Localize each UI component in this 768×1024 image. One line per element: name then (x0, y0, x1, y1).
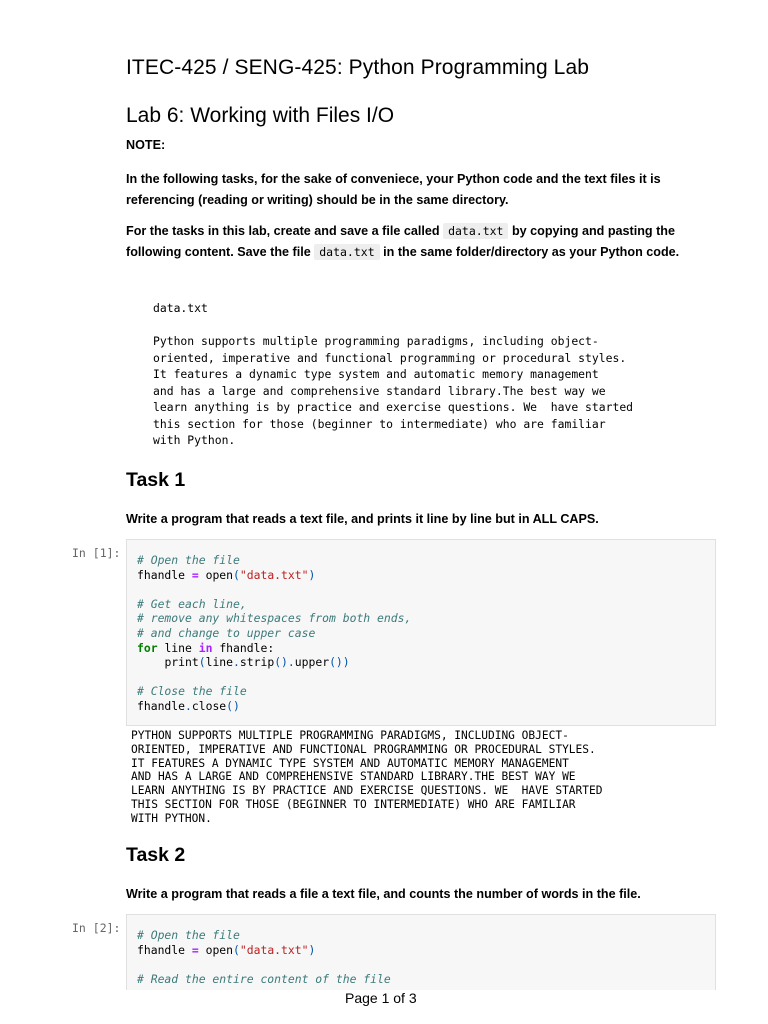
output-line: IT FEATURES A DYNAMIC TYPE SYSTEM AND AUTOMATIC MEMORY MANAGEMENT (131, 756, 569, 770)
instructions-part1: For the tasks in this lab, create and save a file called (126, 224, 440, 238)
code-punct: . (185, 698, 192, 713)
output-line: LEARN ANYTHING IS BY PRACTICE AND EXERCISE QUESTIONS. WE HAVE STARTED (131, 784, 603, 798)
code-token: open (205, 942, 234, 957)
code-comment: # Open the file (137, 928, 240, 942)
code-block (127, 553, 715, 714)
code-punct: ( (233, 567, 240, 582)
code-comment: # remove any whitespaces from both ends, (137, 611, 412, 626)
code-keyword: in (198, 640, 213, 655)
code-token: close (191, 698, 227, 713)
code-punct: () (226, 698, 240, 713)
output-line: PYTHON SUPPORTS MULTIPLE PROGRAMMING PARADIGMS, INCLUDING OBJECT- (131, 729, 569, 742)
output-line: WITH PYTHON. (131, 811, 212, 825)
output-line: ORIENTED, IMPERATIVE AND FUNCTIONAL PROGRAMMING OR PROCEDURAL STYLES. (131, 742, 596, 756)
code-punct: ()) (329, 655, 350, 670)
note-label: NOTE: (126, 138, 166, 152)
task1-heading: Task 1 (126, 469, 186, 491)
code-token: fhandle (137, 942, 186, 957)
code-punct: ( (233, 942, 240, 957)
code-operator: = (191, 567, 199, 582)
data-line: this section for those (beginner to intermediate) who are familiar (153, 416, 606, 431)
cell-prompt: In [1]: (72, 546, 121, 560)
code-comment: # Open the file (137, 553, 240, 567)
data-line: and has a large and comprehensive standard library.The best way we (153, 383, 606, 398)
code-token: fhandle (137, 567, 186, 582)
code-keyword: for (137, 640, 158, 655)
code-token: upper (294, 655, 330, 670)
task2-heading: Task 2 (126, 844, 186, 866)
output-line: AND HAS A LARGE AND COMPREHENSIVE STANDARD LIBRARY.THE BEST WAY WE (131, 770, 576, 784)
code-punct: () (274, 655, 288, 670)
code-comment: # Get each line, (137, 596, 247, 611)
data-file-name: data.txt (153, 301, 208, 315)
data-line: with Python. (153, 433, 236, 447)
instructions (126, 221, 716, 263)
page-footer (0, 990, 768, 1024)
cell-output-task1 (131, 729, 602, 826)
code-token: fhandle (137, 698, 186, 713)
output-line: THIS SECTION FOR THOSE (BEGINNER TO INTERMEDIATE) WHO ARE FAMILIAR (131, 797, 576, 811)
data-file-block (153, 300, 633, 449)
data-line: Python supports multiple programming paradigms, including object- (153, 334, 599, 348)
course-title: ITEC-425 / SENG-425: Python Programming Lab (126, 56, 590, 79)
code-punct: ) (308, 567, 316, 582)
task2-description: Write a program that reads a file a text file, and counts the number of words in the file. (126, 887, 641, 901)
code-comment: # Close the file (137, 684, 247, 699)
data-line: It features a dynamic type system and automatic memory management (153, 367, 599, 381)
code-token: print (164, 655, 199, 670)
code-operator: = (191, 942, 199, 957)
inline-code-filename: data.txt (443, 223, 508, 239)
data-line: oriented, imperative and functional programming or procedural styles. (153, 350, 627, 365)
code-punct: . (233, 655, 240, 670)
code-block (127, 928, 715, 986)
page-number: Page 1 of 3 (345, 990, 417, 1006)
code-token: line (205, 655, 234, 670)
code-string: "data.txt" (239, 567, 309, 582)
code-string: "data.txt" (239, 942, 309, 957)
task1-description: Write a program that reads a text file, and prints it line by line but in ALL CAPS. (126, 512, 599, 526)
code-token: open (205, 567, 234, 582)
code-punct: ) (308, 942, 316, 957)
instructions-part2: by copying and pasting the following content. Save the file (126, 224, 675, 259)
code-cell-task2[interactable] (126, 914, 716, 990)
code-cell-task1[interactable] (126, 539, 716, 726)
code-punct: ( (198, 655, 206, 670)
code-comment: # Read the entire content of the file (137, 971, 391, 986)
cell-prompt: In [2]: (72, 921, 121, 935)
inline-code-filename: data.txt (314, 244, 379, 260)
instructions-part3: in the same folder/directory as your Python code. (383, 245, 680, 259)
code-token: strip (239, 655, 275, 670)
code-punct: . (287, 655, 295, 670)
data-line: learn anything is by practice and exercise questions. We have started (153, 400, 634, 414)
code-token: line (164, 640, 192, 655)
code-comment: # and change to upper case (137, 625, 316, 640)
lab-title: Lab 6: Working with Files I/O (126, 104, 395, 127)
note-text: In the following tasks, for the sake of conveniece, your Python code and the text files it is referencing (reading or writing) should be in the same directory. (126, 172, 661, 207)
code-token: fhandle: (219, 640, 275, 655)
